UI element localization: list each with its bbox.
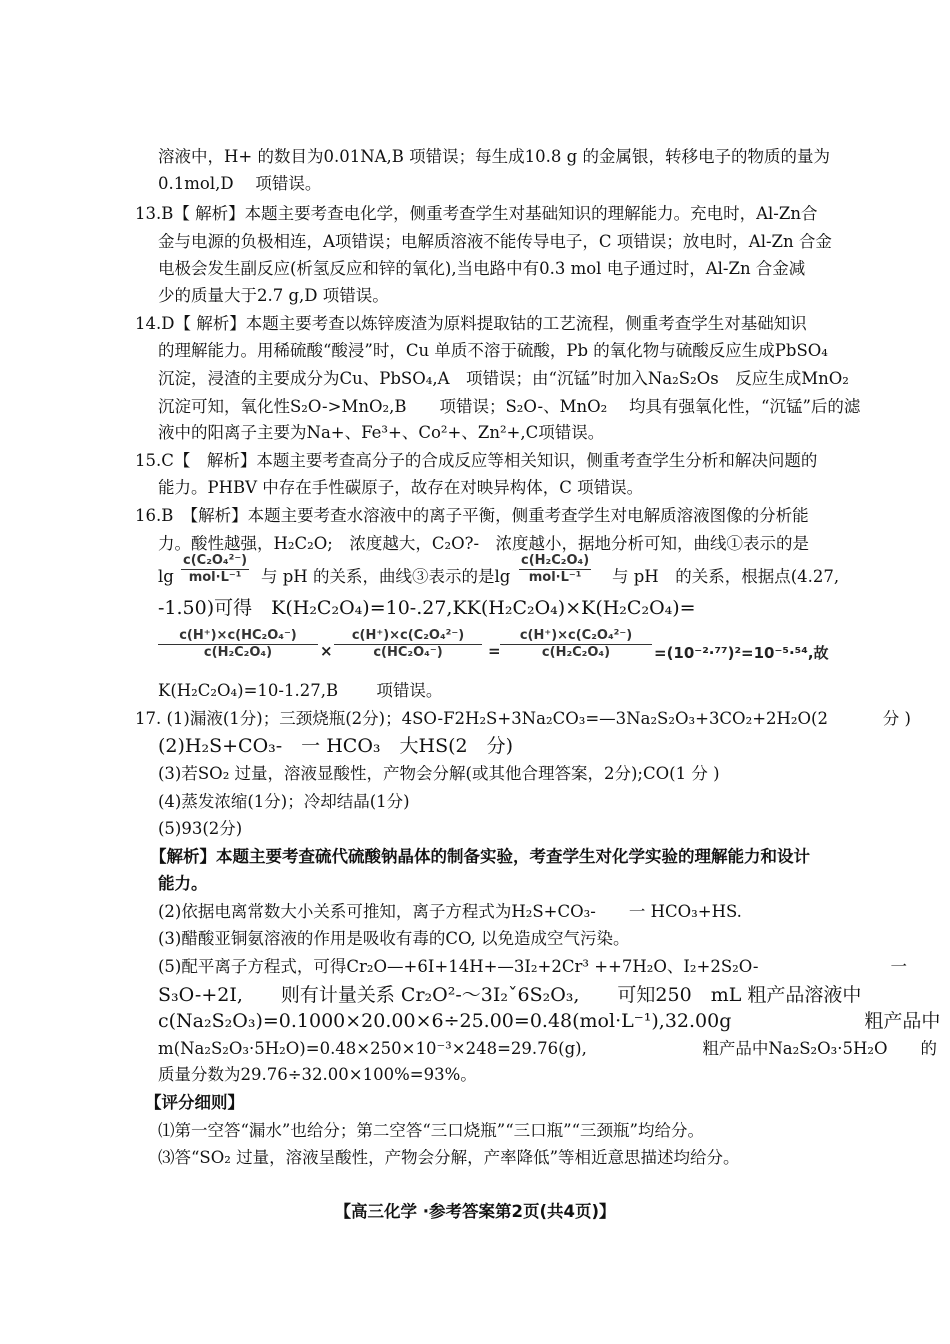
text-line: 与 pH 的关系，根据点(4.27, [612,567,840,586]
fraction-numerator: c(H⁺)×c(HC₂O₄⁻) [179,628,297,643]
text-line: 能力。 [158,874,208,893]
page-footer: 【高三化学 ·参考答案第2页(共4页)】 [334,1202,616,1221]
fraction-numerator: c(C₂O₄²⁻) [183,553,248,568]
text-line: m(Na₂S₂O₃·5H₂O)=0.48×250×10⁻³×248=29.76(g), 粗产品中Na₂S₂O₃·5H₂O 的 [158,1039,938,1058]
fraction-ka1 [158,628,318,661]
text-line: ⑶答“SO₂ 过量，溶液呈酸性，产物会分解，产率降低”等相近意思描述均给分。 [158,1148,740,1167]
text-line: ⑴第一空答“漏水”也给分；第二空答“三口烧瓶”“三口瓶”“三颈瓶”均给分。 [158,1121,704,1140]
fraction-denominator: c(H₂C₂O₄) [158,644,318,661]
text-line: 的理解能力。用稀硫酸“酸浸”时，Cu 单质不溶于硫酸，Pb 的氧化物与硫酸反应生成PbSO₄ [158,341,828,360]
answer-15-line: 15.C【 解析】本题主要考查高分子的合成反应等相关知识，侧重考查学生分析和解决问题的 [135,451,818,470]
fraction-h2c2o4-over-mol [519,553,591,586]
text-line: S₃O-+2I, 则有计量关系 Cr₂O²-～3I₂ˇ6S₂O₃, 可知250 mL 粗产品溶液中 [158,984,862,1006]
fraction-numerator: c(H⁺)×c(C₂O₄²⁻) [519,628,633,643]
text-line: 与 pH 的关系，曲线③表示的是lg [261,567,511,586]
text-line: lg [158,567,174,586]
text-line: K(H₂C₂O₄)=10-1.27,B 项错误。 [158,681,443,700]
fraction-numerator: c(H⁺)×c(C₂O₄²⁻) [351,628,465,643]
text-line: (3)若SO₂ 过量，溶液显酸性，产物会分解(或其他合理答案，2分);CO(1 分 ) [158,764,720,783]
analysis-heading: 【解析】本题主要考查硫代硫酸钠晶体的制备实验，考查学生对化学实验的理解能力和设计 [150,847,810,866]
text-line: (5)93(2分) [158,819,243,838]
text-line: (4)蒸发浓缩(1分)；冷却结晶(1分) [158,792,410,811]
fraction-ka1ka2 [500,628,652,661]
fraction-denominator: c(HC₂O₄⁻) [334,644,482,661]
answer-13-line: 13.B【 解析】本题主要考查电化学，侧重考查学生对基础知识的理解能力。充电时，Al-Zn合 [135,204,818,223]
text-line: -1.50)可得 K(H₂C₂O₄)=10-.27,KK(H₂C₂O₄)×K(H₂C₂O₄)= [158,597,696,619]
answer-17-line: 17. (1)漏液(1分)；三颈烧瓶(2分)；4SO-F2H₂S+3Na₂CO₃=—3Na₂S₂O₃+3CO₂+2H₂O(2 分 ) [135,709,911,728]
text-line: 力。酸性越强，H₂C₂O; 浓度越大，C₂O?- 浓度越小，据地分析可知，曲线①表示的是 [158,534,810,553]
text-line: 少的质量大于2.7 g,D 项错误。 [158,286,389,305]
equation-result: =(10⁻²·⁷⁷)²=10⁻⁵·⁵⁴,故 [654,644,829,662]
fraction-c2o4-over-mol [181,553,249,586]
text-line: (2)依据电离常数大小关系可推知，离子方程式为H₂S+CO₃- 一 HCO₃+HS. [158,902,742,921]
text-line: 沉淀，浸渣的主要成分为Cu、PbSO₄,A 项错误；由“沉锰”时加入Na₂S₂Os 反应生成MnO₂ [158,369,849,388]
grading-heading: 【评分细则】 [145,1093,244,1112]
fraction-denominator: mol·L⁻¹ [519,569,591,586]
text-line: c(Na₂S₂O₃)=0.1000×20.00×6÷25.00=0.48(mol·L⁻¹),32.00g 粗产品中 [158,1010,941,1032]
text-line: (3)醋酸亚铜氨溶液的作用是吸收有毒的CO, 以免造成空气污染。 [158,929,630,948]
fraction-denominator: mol·L⁻¹ [181,569,249,586]
answer-14-line: 14.D【 解析】本题主要考查以炼锌废渣为原料提取钴的工艺流程，侧重考查学生对基础知识 [135,314,807,333]
fraction-numerator: c(H₂C₂O₄) [521,553,590,568]
text-line: (5)配平离子方程式，可得Cr₂O—+6I+14H+—3I₂+2Cr³ ++7H₂O、I₂+2S₂O- 一 [158,957,907,976]
text-line: 溶液中，H+ 的数目为0.01NA,B 项错误；每生成10.8 g 的金属银，转移电子的物质的量为 [158,147,830,166]
text-line: 金与电源的负极相连，A项错误；电解质溶液不能传导电子，C 项错误；放电时，Al-Zn 合金 [158,232,832,251]
times-sign: × [320,642,333,660]
text-line: 0.1mol,D 项错误。 [158,174,322,193]
fraction-denominator: c(H₂C₂O₄) [500,644,652,661]
fraction-ka2 [334,628,482,661]
text-line: 液中的阳离子主要为Na+、Fe³+、Co²+、Zn²+,C项错误。 [158,423,605,442]
text-line: 电极会发生副反应(析氢反应和锌的氧化),当电路中有0.3 mol 电子通过时，Al-Zn 合金减 [158,259,806,278]
answer-16-line: 16.B 【解析】本题主要考查水溶液中的离子平衡，侧重考查学生对电解质溶液图像的分析能 [135,506,809,525]
text-line: 沉淀可知，氧化性S₂O->MnO₂,B 项错误；S₂O-、MnO₂ 均具有强氧化性，“沉锰”后的滤 [158,397,861,416]
text-line: 能力。PHBV 中存在手性碳原子，故存在对映异构体，C 项错误。 [158,478,644,497]
equals-sign: = [488,642,501,660]
text-line: (2)H₂S+CO₃- 一 HCO₃ 大HS(2 分) [158,735,514,757]
text-line: 质量分数为29.76÷32.00×100%=93%。 [158,1065,477,1084]
